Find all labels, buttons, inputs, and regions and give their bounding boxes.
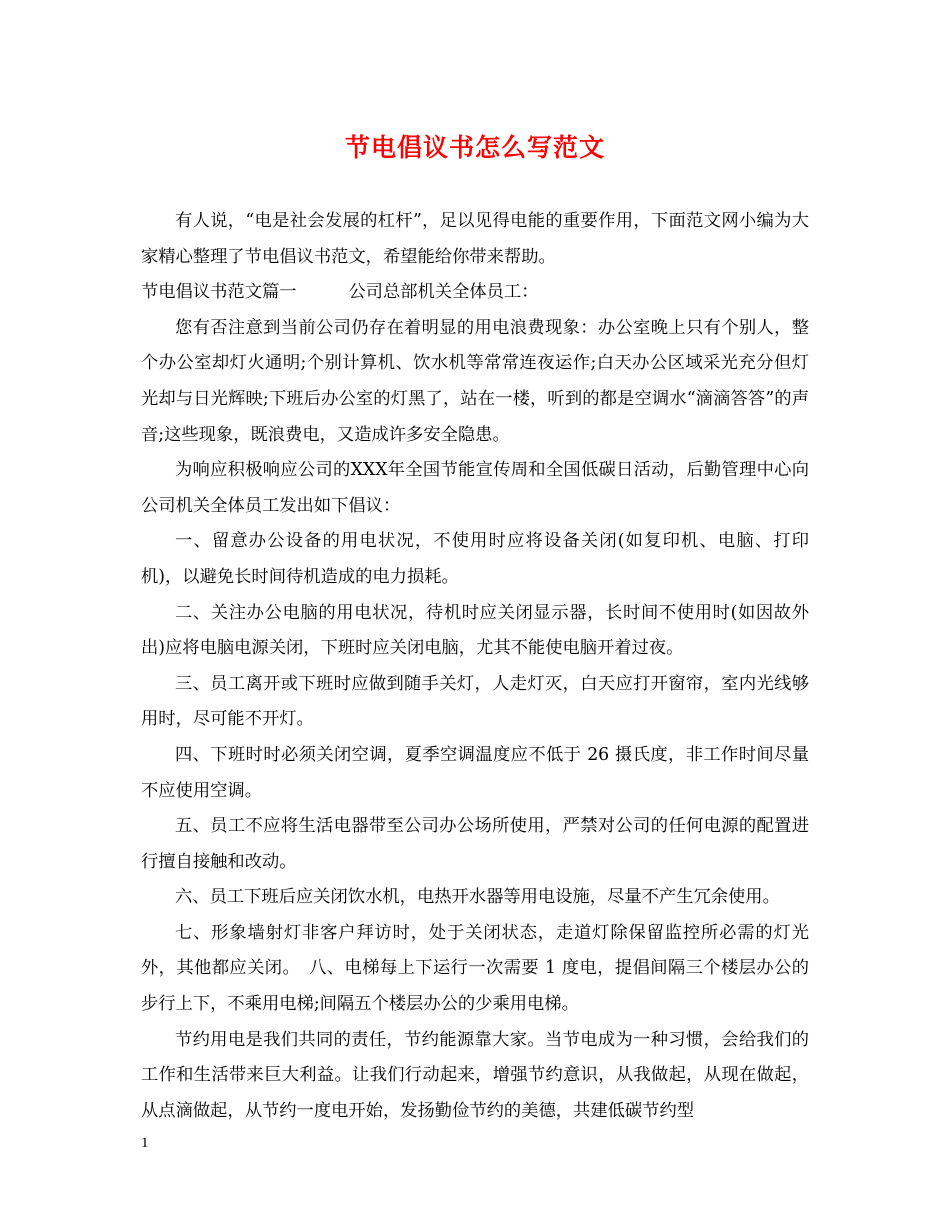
paragraph-closing: 节约用电是我们共同的责任，节约能源靠大家。当节电成为一种习惯，会给我们的工作和生活带来巨大利益。让我们行动起来，增强节约意识，从我做起，从现在做起，从点滴做起，从节约一度电开始，发扬勤俭节约的美德，共建低碳节约型	[141, 1029, 809, 1121]
intro-paragraph: 有人说，“电是社会发展的杠杆”，足以见得电能的重要作用，下面范文网小编为大家精心整理了节电倡议书范文，希望能给你带来帮助。	[141, 211, 809, 267]
paragraph-item-6: 六、员工下班后应关闭饮水机，电热开水器等用电设施，尽量不产生冗余使用。	[175, 887, 780, 908]
paragraph-item-2: 二、关注办公电脑的用电状况，待机时应关闭显示器，长时间不使用时(如因故外出)应将电脑电源关闭，下班时应关闭电脑，尤其不能使电脑开着过夜。	[141, 602, 809, 659]
section-heading: 节电倡议书范文篇一 公司总部机关全体员工：	[141, 282, 539, 303]
paragraph-item-3: 三、员工离开或下班时应做到随手关灯，人走灯灭，白天应打开窗帘，室内光线够用时，尽可能不开灯。	[141, 673, 809, 730]
page-title: 节电倡议书怎么写范文	[344, 133, 605, 162]
paragraph-waste: 您有否注意到当前公司仍存在着明显的用电浪费现象：办公室晚上只有个别人，整个办公室却灯火通明;个别计算机、饮水机等常常连夜运作;白天办公区域采光充分但灯光却与日光辉映;下班后办公室的灯黑了，站在一楼，听到的都是空调水“滴滴答答”的声音;这些现象，既浪费电，又造成许多安全隐患。	[141, 317, 809, 445]
document-body	[141, 204, 809, 1129]
paragraph-item-1: 一、留意办公设备的用电状况，不使用时应将设备关闭(如复印机、电脑、打印机)，以避免长时间待机造成的电力损耗。	[141, 531, 809, 587]
paragraph-response: 为响应积极响应公司的XXX年全国节能宣传周和全国低碳日活动，后勤管理中心向公司机关全体员工发出如下倡议：	[141, 460, 809, 516]
paragraph-item-5: 五、员工不应将生活电器带至公司办公场所使用，严禁对公司的任何电源的配置进行擅自接触和改动。	[141, 816, 809, 872]
paragraph-item-7-8: 七、形象墙射灯非客户拜访时，处于关闭状态，走道灯除保留监控所必需的灯光外，其他都应关闭。 八、电梯每上下运行一次需要 1 度电，提倡间隔三个楼层办公的步行上下，不乘用电梯;间隔五个楼层办公的少乘用电梯。	[141, 922, 809, 1015]
page-number: 1	[141, 1135, 149, 1151]
paragraph-item-4: 四、下班时时必须关闭空调，夏季空调温度应不低于 26 摄氏度，非工作时间尽量不应使用空调。	[141, 744, 809, 801]
